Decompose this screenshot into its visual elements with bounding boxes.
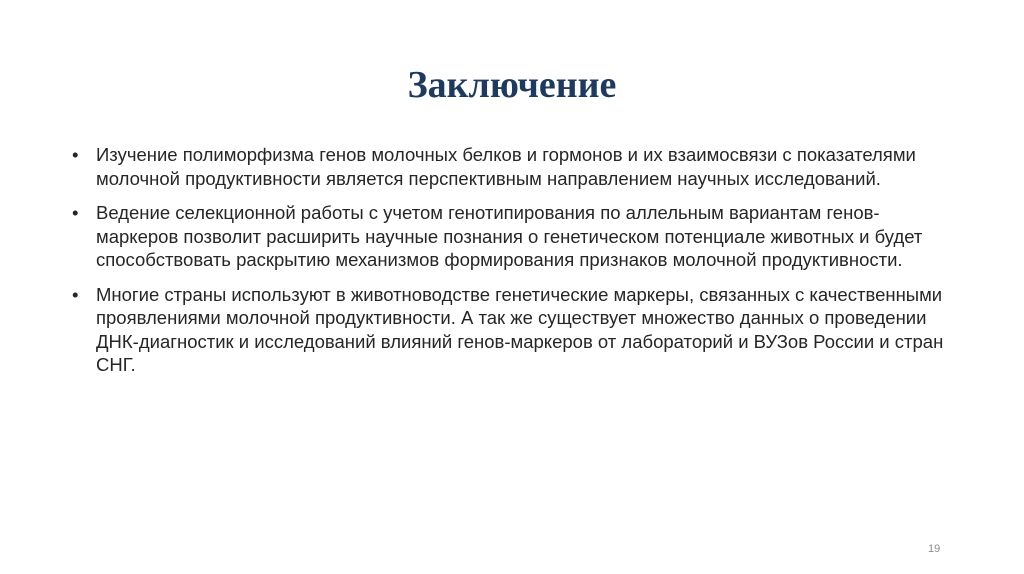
bullet-marker: • xyxy=(72,202,79,223)
bullet-marker: • xyxy=(72,283,79,305)
slide-title: Заключение xyxy=(407,64,617,106)
bullet-list xyxy=(72,143,952,388)
bullet-marker: • xyxy=(72,144,79,165)
bullet-item xyxy=(72,283,952,377)
bullet-text: Изучение полиморфизма генов молочных белков и гормонов и их взаимосвязи с показателями молочной продуктивности является перспективным направлением научных исследований. xyxy=(96,144,916,189)
bullet-text: Ведение селекционной работы с учетом генотипирования по аллельным вариантам генов-маркеров позволит расширить научные познания о генетическом потенциале животных и будет способствовать раскрытию механизмов формирования признаков молочной продуктивности. xyxy=(96,202,923,270)
bullet-text: Многие страны используют в животноводстве генетические маркеры, связанных с качественными проявлениями молочной продуктивности. А так же существует множество данных о проведении ДНК-диагностик и исследований влияний генов-маркеров от лабораторий и ВУЗов России и стран СНГ. xyxy=(96,283,944,375)
bullet-item xyxy=(72,201,952,272)
bullet-item xyxy=(72,143,952,190)
page-number: 19 xyxy=(928,543,941,555)
